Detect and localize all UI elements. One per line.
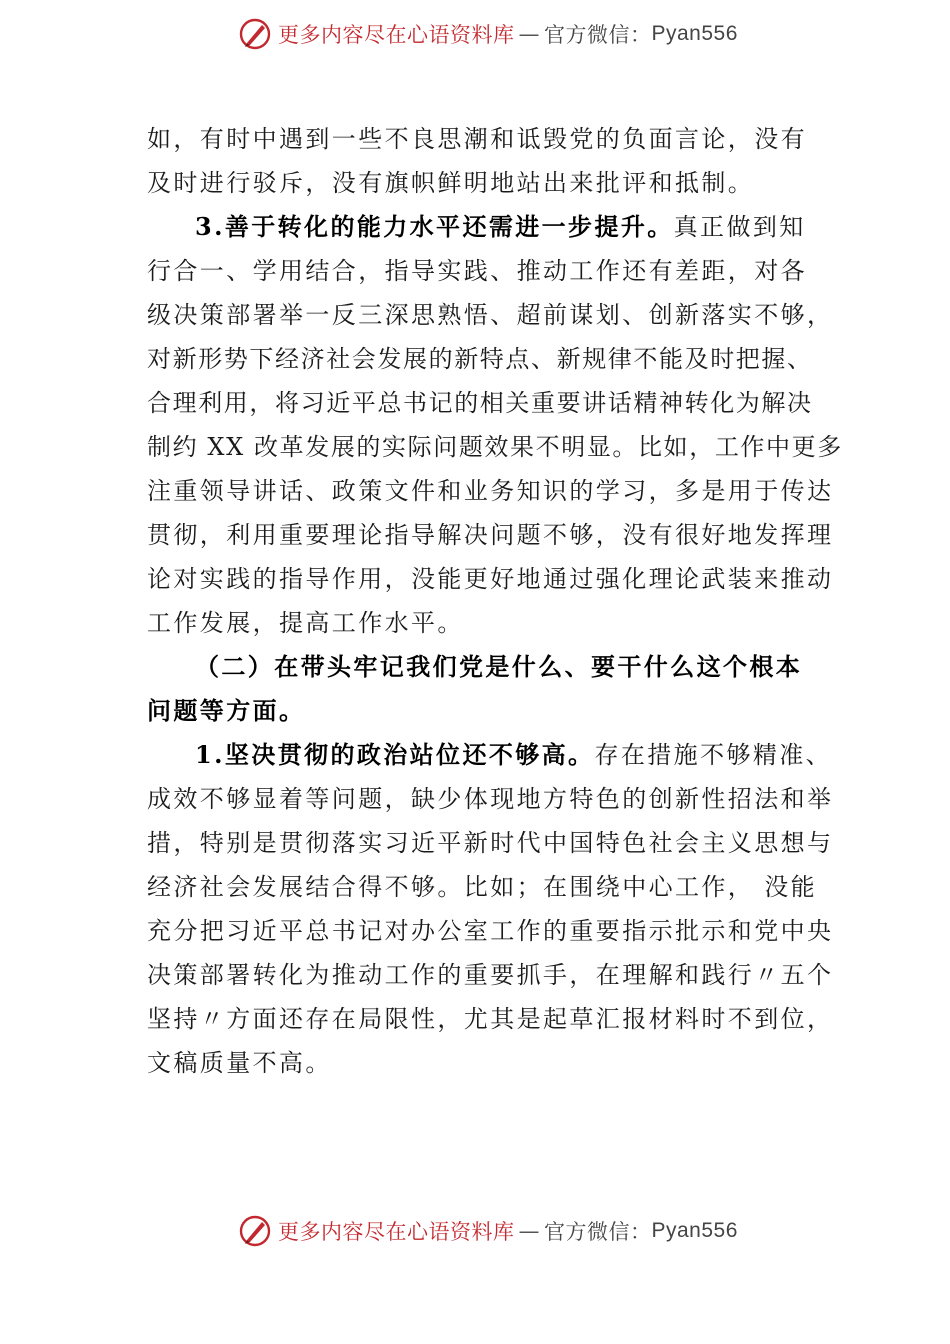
- section-heading-1: 1.坚决贯彻的政治站位还不够高。存在措施不够精准、: [195, 740, 833, 769]
- text-line: 注重领导讲话、政策文件和业务知识的学习，多是用于传达: [147, 477, 834, 505]
- footer-wechat-label: 官方微信：: [544, 1220, 652, 1244]
- section-heading-2: （二）在带头牢记我们党是什么、要干什么这个根本: [195, 652, 803, 681]
- pen-logo-icon: [238, 17, 272, 51]
- text-line: 决策部署转化为推动工作的重要抓手，在理解和践行〃五个: [147, 961, 834, 989]
- text-line: 级决策部署举一反三深思熟悟、超前谋划、创新落实不够，: [147, 301, 834, 329]
- text-line: 贯彻，利用重要理论指导解决问题不够，没有很好地发挥理: [147, 521, 834, 549]
- header-banner: [238, 16, 738, 52]
- text-line: 论对实践的指导作用，没能更好地通过强化理论武装来推动: [147, 565, 834, 593]
- text-line: 坚持〃方面还存在局限性，尤其是起草汇报材料时不到位，: [147, 1005, 834, 1033]
- text-line: 经济社会发展结合得不够。比如；在围绕中心工作， 没能: [147, 873, 818, 901]
- header-separator: —: [518, 22, 540, 46]
- text-line: 及时进行驳斥，没有旗帜鲜明地站出来批评和抵制。: [147, 169, 755, 197]
- text-line: 如，有时中遇到一些不良思潮和诋毁党的负面言论，没有: [147, 125, 807, 153]
- text-line: 合理利用，将习近平总书记的相关重要讲话精神转化为解决: [147, 389, 813, 417]
- text-line: 文稿质量不高。: [147, 1049, 332, 1077]
- footer-brand: 更多内容尽在心语资料库: [278, 1220, 515, 1244]
- pen-logo-icon: [238, 1214, 272, 1248]
- header-wechat-id: Pyan556: [651, 22, 738, 45]
- text-line: 措，特别是贯彻落实习近平新时代中国特色社会主义思想与: [147, 829, 834, 857]
- text-line: 制约 XX 改革发展的实际问题效果不明显。比如，工作中更多: [147, 433, 843, 461]
- text-line: 成效不够显着等问题，缺少体现地方特色的创新性招法和举: [147, 785, 834, 813]
- section-heading-3: 3.善于转化的能力水平还需进一步提升。真正做到知: [195, 212, 806, 241]
- header-brand: 更多内容尽在心语资料库: [278, 23, 515, 47]
- subheading-bold: 3.善于转化的能力水平还需进一步提升。: [195, 212, 674, 241]
- text-line: 工作发展，提高工作水平。: [147, 609, 464, 637]
- text-line: 充分把习近平总书记对办公室工作的重要指示批示和党中央: [147, 917, 834, 945]
- header-wechat-label: 官方微信：: [544, 23, 652, 47]
- section-heading-2-cont: 问题等方面。: [147, 696, 306, 725]
- text-line: 对新形势下经济社会发展的新特点、新规律不能及时把握、: [147, 345, 813, 373]
- footer-wechat-id: Pyan556: [651, 1219, 738, 1242]
- text-line: 行合一、学用结合，指导实践、推动工作还有差距，对各: [147, 257, 807, 285]
- subheading-bold: 1.坚决贯彻的政治站位还不够高。: [195, 740, 595, 769]
- footer-separator: —: [518, 1219, 540, 1243]
- footer-banner: [238, 1213, 738, 1249]
